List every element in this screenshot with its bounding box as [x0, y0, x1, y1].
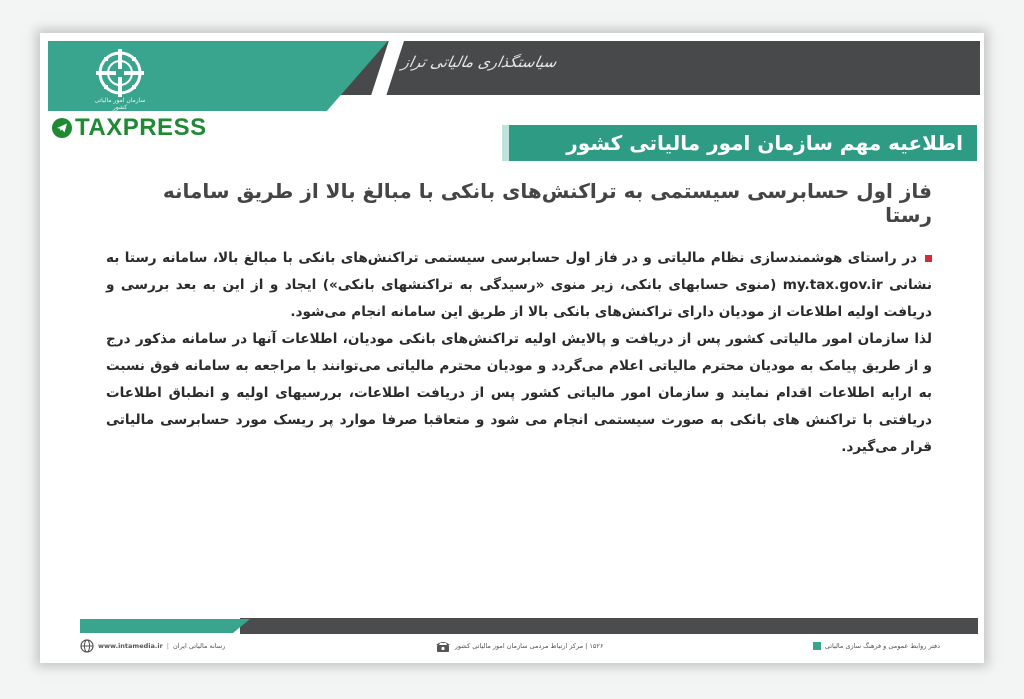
footer-separator: |: [166, 642, 169, 650]
watermark-text: TAXPRESS: [75, 114, 207, 141]
footer-office: [813, 642, 940, 650]
header-slogan: سیاستگذاری مالیاتی تراز: [400, 53, 559, 71]
paragraph-1-part-b: ایجاد و از این به بعد بررسی و دریافت اولیه اطلاعات از مودیان دارای تراکنش‌های بانکی بالا از طریق این سامانه انجام می‌شود.: [106, 277, 932, 320]
footer-website-link[interactable]: www.intamedia.ir: [98, 642, 163, 650]
announcement-body: [106, 245, 932, 461]
taxpress-watermark: [52, 115, 207, 141]
footer-media-label: رسانه مالیاتی ایران: [172, 642, 226, 650]
footer-green-band: [80, 619, 250, 633]
telegram-icon: [52, 118, 72, 138]
footer-square-icon: [813, 642, 821, 650]
footer-phone-label: ۱۵۲۶ | مرکز ارتباط مردمی سازمان امور مالیاتی کشور: [454, 642, 604, 650]
page-subtitle: فاز اول حسابرسی سیستمی به تراکنش‌های بانکی با مبالغ بالا از طریق سامانه رستا: [162, 179, 932, 227]
footer-phone: [435, 639, 604, 653]
menu-path: (منوی حسابهای بانکی، زیر منوی «رسیدگی به تراکنشهای بانکی»): [316, 277, 783, 293]
page-title: اطلاعیه مهم سازمان امور مالیاتی کشور: [566, 131, 963, 155]
title-bar: [502, 125, 977, 161]
paragraph-2: لذا سازمان امور مالیاتی کشور پس از دریافت و پالایش اولیه تراکنش‌های بانکی مودیان، اطلاعات آنها در سامانه مذکور درج و از طریق پیامک به مودیان محترم مالیاتی اعلام می‌گردد و مودیان محترم مالیاتی می‌توانند با مراجعه به سامانه فوق نسبت به ارایه اطلاعات اقدام نمایند و سازمان امور مالیاتی کشور پس از دریافت اطلاعات، بررسیهای اولیه و انطباق اطلاعات دریافتی با تراکنش های بانکی به صورت سیستمی انجام می شود و متعاقبا صرفا موارد پر ریسک مورد حسابرسی مالیاتی قرار می‌گیرد.: [106, 331, 932, 455]
footer-office-label: دفتر روابط عمومی و فرهنگ سازی مالیاتی: [824, 642, 940, 650]
bullet-icon: [925, 255, 932, 262]
tax-site-link[interactable]: my.tax.gov.ir: [782, 277, 883, 293]
logo-caption: سازمان امور مالیاتی کشور: [94, 97, 146, 111]
globe-icon: [80, 639, 94, 653]
paragraph-1: [106, 245, 932, 326]
footer-website: [80, 639, 225, 653]
footer-info-row: [80, 636, 940, 656]
telephone-icon: [435, 639, 451, 653]
footer-dark-band: [240, 618, 978, 634]
announcement-card: [40, 33, 984, 663]
paragraph-1-part-a: در راستای هوشمندسازی نظام مالیاتی و در فاز اول حسابرسی سیستمی تراکنش‌های بانکی با مبالغ بالا، سامانه رستا به نشانی: [106, 250, 932, 293]
